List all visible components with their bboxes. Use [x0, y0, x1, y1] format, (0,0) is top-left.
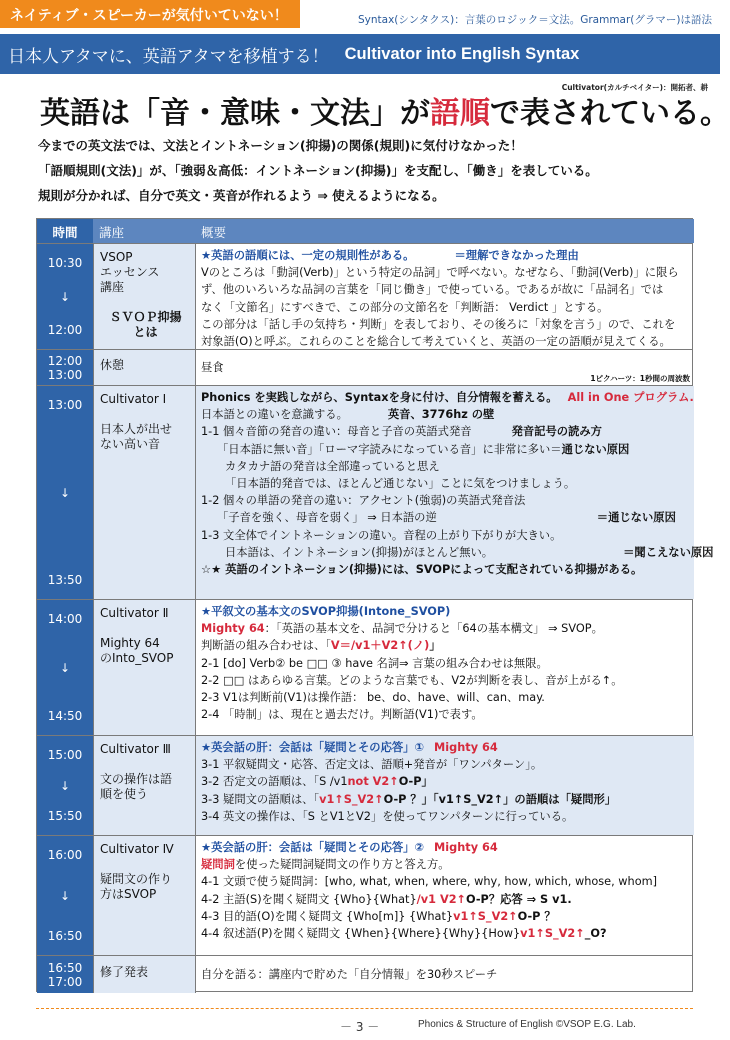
- summary-line: [201, 247, 689, 264]
- end-time: 12:00: [47, 323, 83, 337]
- summary-line: この部分は「話し手の気持ち・判断」を表しており、その後ろに「対象を言う」ので、これを: [201, 317, 676, 331]
- summary-line: 対象語(O)と呼ぶ。これらのことを総合して考えていくと、英語の一定の語順が見えてくる。: [201, 335, 671, 349]
- summary-line: [201, 925, 689, 942]
- footer-rule: [36, 1008, 693, 1009]
- course-cell: [93, 956, 195, 993]
- course-line: Cultivator Ⅳ: [100, 842, 174, 856]
- time-cell: [37, 600, 93, 735]
- footer-credit: Phonics & Structure of English ©VSOP E.G. Lab.: [418, 1019, 636, 1030]
- title-highlight: 語順: [430, 96, 490, 131]
- start-time: 13:00: [47, 398, 83, 412]
- line-tail: O-P？応答 ⇒ S v1.: [466, 892, 572, 906]
- line-tail: 発音記号の読み方: [511, 425, 602, 439]
- course-line: Cultivator Ⅱ: [100, 606, 169, 620]
- course-line: ＳＶＯＰ抑揚: [109, 310, 182, 324]
- red-emphasis: V＝/v1＋V2↑(ノ): [330, 639, 430, 653]
- line-text: 「日本語に無い音」「ローマ字読みになっている音」に非常に多い＝: [217, 442, 562, 456]
- course-line: Cultivator Ⅲ: [100, 742, 171, 756]
- course-cell: [93, 244, 195, 349]
- course-line: 順を使う: [100, 787, 149, 801]
- table-row: [37, 835, 692, 955]
- summary-cell: [195, 600, 694, 735]
- time-cell: [37, 736, 93, 835]
- schedule-table: [36, 218, 714, 992]
- start-time: 14:00: [47, 612, 83, 626]
- table-row: [37, 349, 692, 385]
- summary-line: [201, 839, 689, 856]
- line-tail: _O?: [584, 927, 607, 941]
- start-time: 10:30: [47, 256, 83, 270]
- summary-line: 4-1 文頭で使う疑問詞：[who, what, when, where, why, how, which, whose, whom]: [201, 875, 658, 889]
- header-summary: 概要: [195, 219, 694, 243]
- banner-note: Cultivator(カルチベイター)：開拓者、耕: [561, 83, 708, 92]
- summary-line: カタカナ語の発音は全部違っていると思え: [225, 459, 440, 473]
- course-line: Mighty 64: [100, 636, 160, 650]
- start-time: 15:00: [47, 748, 83, 762]
- end-time: 13:00: [47, 367, 83, 382]
- course-line: 休憩: [100, 358, 125, 372]
- line-tail: 通じない原因: [561, 442, 630, 456]
- title-post: で表されている。: [490, 96, 730, 131]
- line-text: 1-1 個々音節の発音の違い：母音と子音の英語式発音: [201, 425, 472, 439]
- course-line: VSOP: [100, 250, 133, 264]
- banner-jp: 日本人アタマに、英語アタマを移植する！: [8, 46, 329, 67]
- intro-line-2: 「語順規則(文法)」が、「強弱＆高低：イントネーション(抑揚)」を支配し、「働き」を表している。: [38, 163, 598, 178]
- course-cell: [93, 736, 195, 835]
- red-emphasis: v1↑S_V2↑: [520, 927, 585, 941]
- page-number: － 3 －: [340, 1020, 380, 1034]
- time-cell: [37, 244, 93, 349]
- summary-line: [201, 423, 689, 440]
- time-cell: [37, 386, 93, 599]
- end-time: 16:50: [47, 929, 83, 943]
- time-cell: [37, 956, 93, 993]
- intro-line-1: 今までの英文法では、文法とイントネーション(抑揚)の関係(規則)に気付けなかった！: [38, 138, 523, 153]
- table-header: [37, 219, 692, 243]
- summary-cell: [195, 386, 714, 599]
- line-text: 日本語は、イントネーション(抑揚)がほとんど無い。: [225, 545, 494, 559]
- summary-line: ★平叙文の基本文のSVOP抑揚(Intone_SVOP): [201, 605, 451, 618]
- line-text: ：「英語の基本文を、品詞で分けると「64の基本構文」 ⇒ SVOP。: [264, 622, 603, 636]
- line-text: ★英会話の肝：会話は「疑問とその応答」①: [201, 741, 425, 754]
- course-line: 方はSVOP: [100, 887, 157, 901]
- course-line: 修了発表: [100, 965, 149, 979]
- summary-line: [201, 406, 689, 423]
- course-cell: [93, 350, 195, 385]
- line-text: 「子音を強く、母音を弱く」 ⇒ 日本語の逆: [217, 511, 437, 525]
- course-line: とは: [133, 325, 158, 339]
- line-tail: 英音、3776hz の壁: [387, 408, 495, 422]
- summary-line: 「日本語的発音では、ほとんど通じない」ことに気をつけましょう。: [225, 477, 576, 491]
- course-line: [100, 621, 191, 636]
- course-line: Cultivator Ⅰ: [100, 392, 167, 406]
- summary-cell: [195, 736, 694, 835]
- line-text: 3-3 疑問文の語順は、「: [201, 792, 320, 806]
- summary-line: ず、他のいろいろな品詞の言葉を「同じ働き」で使っている。であるが故に「品詞名」では: [201, 283, 664, 297]
- line-text: を使った疑問詞疑問文の作り方と答え方。: [234, 858, 450, 872]
- summary-line: Vのところは「動詞(Verb)」という特定の品詞」で呼べない。なぜなら、「動詞(Verb)」に限ら: [201, 266, 679, 280]
- line-text: ★英語の語順には、一定の規則性がある。: [201, 249, 415, 262]
- top-tag: ネイティブ・スピーカーが気付いていない！: [0, 0, 300, 28]
- red-emphasis: Mighty 64: [434, 741, 498, 754]
- summary-line: [201, 544, 714, 561]
- course-line: 文の操作は語: [100, 772, 173, 786]
- summary-line: 1-2 個々の単語の発音の違い：アクセント(強弱)の英語式発音法: [201, 494, 526, 508]
- summary-line: 2-4 「時制」は、現在と過去だけ。判断語(V1)で表す。: [201, 708, 483, 722]
- summary-line: なく「文節名」にすべきで、この部分の文節名を「判断語： Verdict 」とする。: [201, 300, 609, 314]
- intro-line-3: 規則が分かれば、自分で英文・英音が作れるよう ⇒ 使えるようになる。: [38, 188, 445, 203]
- line-text: ★英会話の肝：会話は「疑問とその応答」②: [201, 841, 425, 854]
- summary-line: [201, 441, 689, 458]
- end-time: 17:00: [47, 974, 83, 989]
- arrow-down-icon: ↓: [59, 289, 71, 304]
- red-emphasis: v1↑S_V2↑: [319, 792, 384, 806]
- arrow-down-icon: ↓: [59, 485, 71, 500]
- end-time: 15:50: [47, 809, 83, 823]
- red-emphasis: Mighty 64: [434, 841, 498, 854]
- table-row: [37, 599, 692, 735]
- line-tail: 」: [429, 639, 441, 653]
- line-tail: O-P ？: [517, 909, 556, 923]
- course-cell: [93, 600, 195, 735]
- title-banner: [0, 34, 720, 74]
- course-line: [100, 407, 191, 422]
- line-text: 判断語の組み合わせは、「: [201, 639, 331, 653]
- summary-line: 3-4 英文の操作は、「S とV1とV2」を使ってワンパターンに行っている。: [201, 809, 574, 823]
- course-line: [100, 295, 191, 310]
- line-tail: O-P ？」「v1↑S_V2↑」の語順は「疑問形」: [383, 792, 617, 806]
- summary-line: [201, 509, 689, 526]
- header-time: 時間: [37, 219, 93, 243]
- summary-line: [201, 389, 694, 406]
- course-cell: [93, 836, 195, 955]
- table-row: [37, 955, 692, 993]
- end-time: 13:50: [47, 573, 83, 587]
- summary-line: [201, 908, 689, 925]
- course-line: ない高い音: [100, 437, 161, 451]
- summary-line: 2-3 V1は判断前(V1)は操作語： be、do、have、will、can、may.: [201, 691, 545, 705]
- red-emphasis: Mighty 64: [201, 622, 265, 636]
- course-line: [100, 757, 191, 772]
- red-emphasis: v1↑S_V2↑: [453, 909, 518, 923]
- line-text: 3-2 否定文の語順は、「S /v1: [201, 775, 348, 789]
- summary-line: [201, 773, 689, 790]
- line-tail: ＝通じない原因: [596, 511, 676, 525]
- table-row: [37, 243, 692, 349]
- summary-line: 自分を語る：講座内で貯めた「自分情報」を30秒スピーチ: [201, 967, 498, 981]
- start-time: 16:00: [47, 848, 83, 862]
- header-course: 講座: [93, 219, 195, 243]
- table-row: [37, 735, 692, 835]
- time-cell: [37, 836, 93, 955]
- page-title: [40, 88, 730, 132]
- arrow-down-icon: ↓: [59, 660, 71, 675]
- line-text: 日本語との違いを意識する。: [201, 408, 348, 422]
- start-time: 12:00: [47, 353, 83, 368]
- course-line: 講座: [100, 280, 125, 294]
- arrow-down-icon: ↓: [59, 888, 71, 903]
- summary-line: 3-1 平叙疑問文・応答、否定文は、語順+発音が「ワンパターン」。: [201, 758, 543, 772]
- summary-cell: [195, 350, 694, 385]
- table-row: [37, 385, 714, 599]
- line-text: Phonics を実践しながら、Syntaxを身に付け、自分情報を蓄える。: [201, 391, 558, 404]
- course-cell: [93, 386, 195, 599]
- line-tail: ＝理解できなかった理由: [454, 249, 579, 262]
- summary-cell: [195, 836, 694, 955]
- summary-line: [201, 891, 689, 908]
- course-line: 疑問文の作り: [100, 872, 173, 886]
- red-emphasis: 疑問詞: [201, 858, 235, 872]
- course-line: 日本人が出せ: [100, 422, 173, 436]
- summary-line: ☆★ 英語のイントネーション(抑揚)には、SVOPによって支配されている抑揚がある。: [201, 563, 643, 577]
- arrow-down-icon: ↓: [59, 778, 71, 793]
- start-time: 16:50: [47, 960, 83, 975]
- summary-line: [201, 791, 689, 808]
- summary-cell: [195, 244, 694, 349]
- line-text: 4-2 主語(S)を聞く疑問文 {Who}{What}: [201, 892, 417, 906]
- course-line: [100, 857, 191, 872]
- end-time: 14:50: [47, 709, 83, 723]
- course-line: エッセンス: [100, 265, 160, 279]
- summary-line: [201, 637, 689, 654]
- summary-line: [201, 739, 689, 756]
- summary-line: 2-2 □□ はあらゆる言葉。どのような言葉でも、V2が判断を表し、音が上がる↑。: [201, 673, 623, 687]
- title-pre: 英語は「音・意味・文法」が: [40, 96, 430, 131]
- summary-line: [201, 856, 689, 873]
- banner-en: Cultivator into English Syntax: [344, 44, 580, 63]
- red-emphasis: /v1 V2↑: [416, 892, 467, 906]
- red-emphasis: not V2↑: [347, 775, 399, 789]
- summary-line: [201, 620, 689, 637]
- side-note: 1ピクハーツ：1秒間の周波数: [590, 374, 690, 383]
- time-cell: [37, 350, 93, 385]
- course-line: のInto_SVOP: [100, 651, 174, 665]
- line-tail: ＝聞こえない原因: [623, 545, 714, 559]
- line-text: 4-4 叙述語(P)を聞く疑問文 {When}{Where}{Why}{How}: [201, 927, 521, 941]
- summary-cell: [195, 956, 694, 993]
- summary-line: 昼食: [201, 360, 224, 374]
- red-emphasis: All in One プログラム.: [567, 391, 694, 404]
- syntax-note: Syntax(シンタクス)：言葉のロジック＝文法。Grammar(グラマー)は語法: [358, 14, 712, 26]
- line-tail: O-P」: [398, 775, 433, 789]
- line-text: 4-3 目的語(O)を聞く疑問文 {Who[m]} {What}: [201, 909, 454, 923]
- summary-line: 2-1 [do] Verb② be □□ ③ have 名詞⇒ 言葉の組み合わせは無限。: [201, 656, 548, 670]
- summary-line: 1-3 文全体でイントネーションの違い。音程の上がり下がりが大きい。: [201, 528, 562, 542]
